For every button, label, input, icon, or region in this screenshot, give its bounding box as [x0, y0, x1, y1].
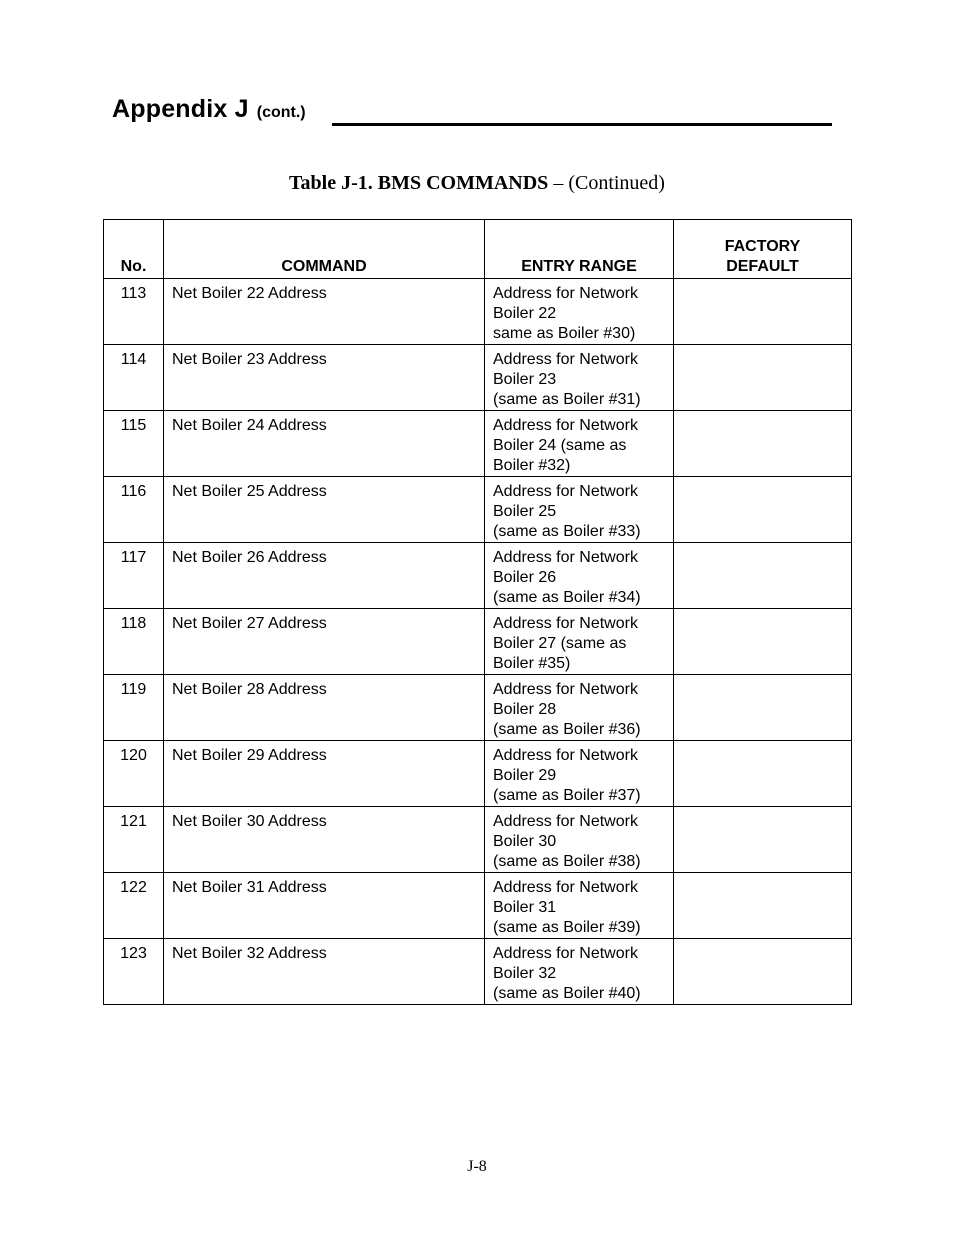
appendix-heading: [112, 95, 832, 131]
table-row: [104, 675, 852, 741]
table-caption-title: Table J-1. BMS COMMANDS: [289, 172, 549, 194]
cell-factory-default: [674, 741, 852, 807]
cell-entry-range: [485, 939, 674, 1005]
entry-range-line: Boiler 30: [493, 833, 557, 850]
table-body: [104, 279, 852, 1005]
cell-entry-range: [485, 279, 674, 345]
appendix-cont-label: (cont.): [256, 104, 306, 121]
cell-entry-range: [485, 543, 674, 609]
cell-no: 118: [104, 609, 164, 675]
entry-range-line: Address for Network: [493, 483, 638, 500]
cell-command: Net Boiler 27 Address: [164, 609, 485, 675]
entry-range-line: Address for Network: [493, 285, 638, 302]
entry-range-line: Address for Network: [493, 681, 638, 698]
cell-entry-range: [485, 609, 674, 675]
cell-no: 115: [104, 411, 164, 477]
heading-rule: [332, 123, 832, 126]
entry-range-line: Address for Network: [493, 351, 638, 368]
cell-no: 117: [104, 543, 164, 609]
cell-no: 120: [104, 741, 164, 807]
cell-entry-range: [485, 345, 674, 411]
cell-entry-range: [485, 873, 674, 939]
entry-range-line: Address for Network: [493, 747, 638, 764]
table-row: [104, 411, 852, 477]
page-number: J-8: [467, 1158, 487, 1175]
cell-entry-range: [485, 807, 674, 873]
cell-factory-default: [674, 873, 852, 939]
entry-range-line: Boiler 25: [493, 503, 557, 520]
cell-no: 123: [104, 939, 164, 1005]
cell-no: 122: [104, 873, 164, 939]
column-header-factory-default: [674, 220, 852, 279]
cell-factory-default: [674, 675, 852, 741]
table-caption: [0, 172, 954, 195]
factory-default-line2: DEFAULT: [726, 258, 799, 275]
cell-factory-default: [674, 279, 852, 345]
entry-range-line: (same as Boiler #36): [493, 721, 641, 738]
entry-range-line: Address for Network: [493, 879, 638, 896]
cell-command: Net Boiler 28 Address: [164, 675, 485, 741]
cell-command: Net Boiler 26 Address: [164, 543, 485, 609]
table-row: [104, 807, 852, 873]
bms-commands-table: [103, 219, 852, 1005]
table-row: [104, 939, 852, 1005]
entry-range-line: Boiler #35): [493, 655, 571, 672]
cell-entry-range: [485, 411, 674, 477]
table-header-row: [104, 220, 852, 279]
cell-factory-default: [674, 411, 852, 477]
column-header-entry-range: ENTRY RANGE: [485, 220, 674, 279]
column-header-command: COMMAND: [164, 220, 485, 279]
cell-no: 121: [104, 807, 164, 873]
table-row: [104, 345, 852, 411]
cell-entry-range: [485, 675, 674, 741]
table-row: [104, 477, 852, 543]
entry-range-line: Boiler #32): [493, 457, 571, 474]
column-header-no: No.: [104, 220, 164, 279]
entry-range-line: same as Boiler #30): [493, 325, 636, 342]
entry-range-line: (same as Boiler #38): [493, 853, 641, 870]
entry-range-line: Boiler 23: [493, 371, 557, 388]
cell-command: Net Boiler 24 Address: [164, 411, 485, 477]
cell-factory-default: [674, 477, 852, 543]
table-row: [104, 873, 852, 939]
cell-factory-default: [674, 939, 852, 1005]
appendix-title: Appendix J: [112, 95, 249, 123]
cell-factory-default: [674, 609, 852, 675]
entry-range-line: Boiler 31: [493, 899, 557, 916]
entry-range-line: Address for Network: [493, 615, 638, 632]
entry-range-line: (same as Boiler #40): [493, 985, 641, 1002]
cell-no: 119: [104, 675, 164, 741]
entry-range-line: Boiler 28: [493, 701, 557, 718]
cell-command: Net Boiler 25 Address: [164, 477, 485, 543]
table-caption-suffix: – (Continued): [548, 172, 665, 194]
entry-range-line: Boiler 29: [493, 767, 557, 784]
entry-range-line: Address for Network: [493, 945, 638, 962]
table-row: [104, 279, 852, 345]
cell-command: Net Boiler 29 Address: [164, 741, 485, 807]
cell-factory-default: [674, 807, 852, 873]
cell-command: Net Boiler 32 Address: [164, 939, 485, 1005]
cell-command: Net Boiler 30 Address: [164, 807, 485, 873]
cell-factory-default: [674, 543, 852, 609]
table-row: [104, 609, 852, 675]
entry-range-line: (same as Boiler #31): [493, 391, 641, 408]
entry-range-line: Address for Network: [493, 813, 638, 830]
cell-factory-default: [674, 345, 852, 411]
entry-range-line: (same as Boiler #34): [493, 589, 641, 606]
factory-default-line1: FACTORY: [724, 238, 801, 255]
cell-entry-range: [485, 477, 674, 543]
cell-command: Net Boiler 31 Address: [164, 873, 485, 939]
cell-no: 116: [104, 477, 164, 543]
entry-range-line: (same as Boiler #39): [493, 919, 641, 936]
cell-no: 114: [104, 345, 164, 411]
entry-range-line: Boiler 24 (same as: [493, 437, 627, 454]
table-row: [104, 741, 852, 807]
cell-entry-range: [485, 741, 674, 807]
entry-range-line: Address for Network: [493, 417, 638, 434]
entry-range-line: Boiler 26: [493, 569, 557, 586]
entry-range-line: Boiler 27 (same as: [493, 635, 627, 652]
entry-range-line: (same as Boiler #33): [493, 523, 641, 540]
cell-command: Net Boiler 22 Address: [164, 279, 485, 345]
entry-range-line: Boiler 22: [493, 305, 557, 322]
entry-range-line: Address for Network: [493, 549, 638, 566]
table-row: [104, 543, 852, 609]
cell-command: Net Boiler 23 Address: [164, 345, 485, 411]
cell-no: 113: [104, 279, 164, 345]
entry-range-line: (same as Boiler #37): [493, 787, 641, 804]
entry-range-line: Boiler 32: [493, 965, 557, 982]
